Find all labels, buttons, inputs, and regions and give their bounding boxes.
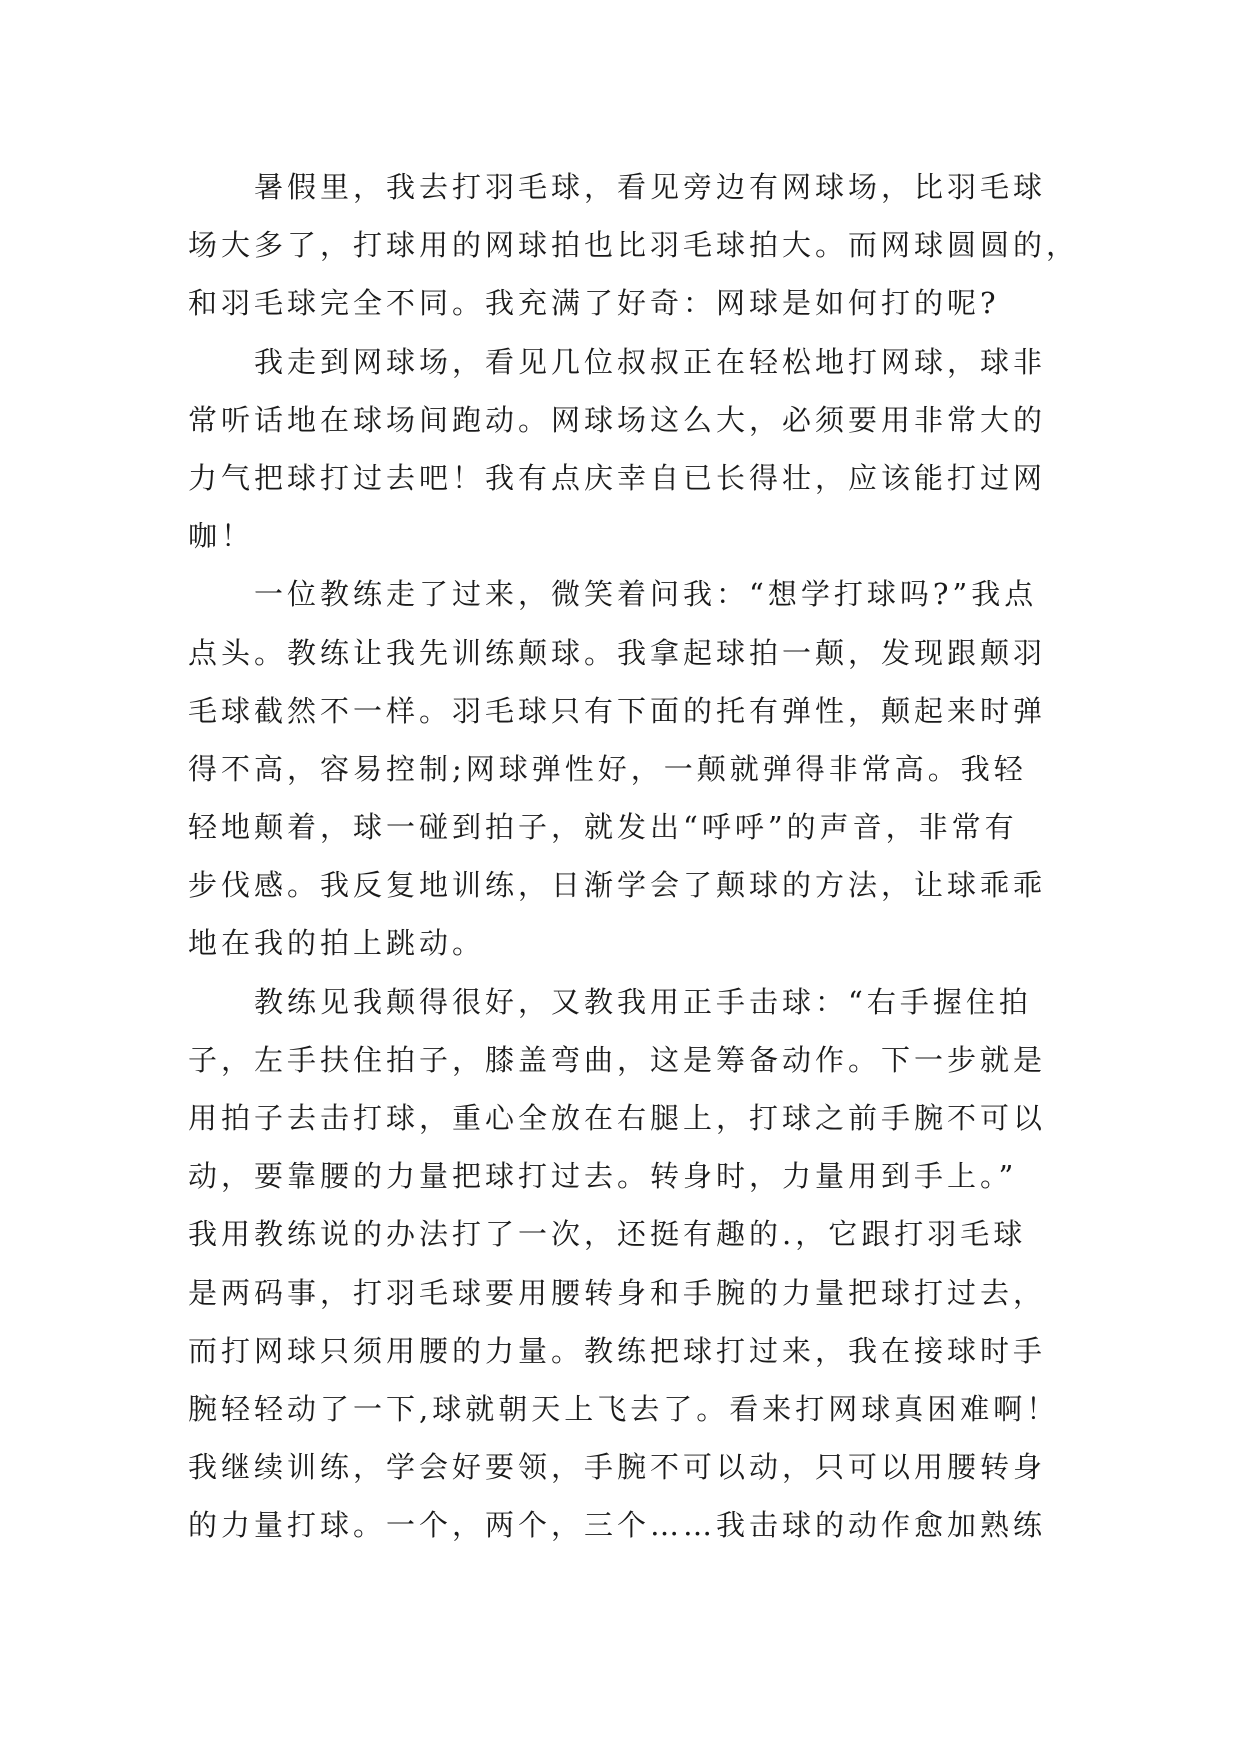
text-line: 咖！ (188, 519, 255, 554)
document-body (188, 158, 1080, 1555)
text-line: 的力量打球。一个，两个，三个……我击球的动作愈加熟练 (188, 1508, 1047, 1543)
text-line: 得不高，容易控制;网球弹性好，一颠就弹得非常高。我轻 (188, 751, 1027, 786)
text-line: 和羽毛球完全不同。我充满了好奇：网球是如何打的呢? (188, 286, 1000, 321)
text-line: 力气把球打过去吧！我有点庆幸自已长得壮，应该能打过网 (188, 460, 1047, 495)
text-line: 一位教练走了过来，微笑着问我：“想学打球吗?”我点 (254, 577, 1038, 612)
text-line: 我用教练说的办法打了一次，还挺有趣的.，它跟打羽毛球 (188, 1217, 1027, 1252)
text-line: 场大多了，打球用的网球拍也比羽毛球拍大。而网球圆圆的， (188, 228, 1080, 263)
text-line: 腕轻轻动了一下,球就朝天上飞去了。看来打网球真困难啊！ (188, 1391, 1060, 1426)
text-line: 步伐感。我反复地训练，日渐学会了颠球的方法，让球乖乖 (188, 868, 1047, 903)
text-line: 地在我的拍上跳动。 (188, 926, 486, 961)
text-line: 用拍子去击打球，重心全放在右腿上，打球之前手腕不可以 (188, 1101, 1047, 1135)
text-line: 暑假里，我去打羽毛球，看见旁边有网球场，比羽毛球 (254, 170, 1047, 204)
text-line: 子，左手扶住拍子，膝盖弯曲，这是筹备动作。下一步就是 (188, 1042, 1047, 1077)
text-line: 我走到网球场，看见几位叔叔正在轻松地打网球，球非 (254, 344, 1047, 379)
text-line: 轻地颠着，球一碰到拍子，就发出“呼呼”的声音，非常有 (188, 810, 1018, 845)
text-line: 点头。教练让我先训练颠球。我拿起球拍一颠，发现跟颠羽 (188, 635, 1047, 670)
text-line: 常听话地在球场间跑动。网球场这么大，必须要用非常大的 (188, 402, 1047, 437)
text-line: 毛球截然不一样。羽毛球只有下面的托有弹性，颠起来时弹 (188, 693, 1047, 728)
text-line: 动，要靠腰的力量把球打过去。转身时，力量用到手上。” (188, 1159, 1018, 1194)
text-line: 是两码事，打羽毛球要用腰转身和手腕的力量把球打过去， (188, 1275, 1047, 1310)
text-line: 我继续训练，学会好要领，手腕不可以动，只可以用腰转身 (188, 1450, 1047, 1485)
text-line: 教练见我颠得很好，又教我用正手击球：“右手握住拍 (254, 984, 1032, 1019)
text-line: 而打网球只须用腰的力量。教练把球打过来，我在接球时手 (188, 1333, 1047, 1368)
